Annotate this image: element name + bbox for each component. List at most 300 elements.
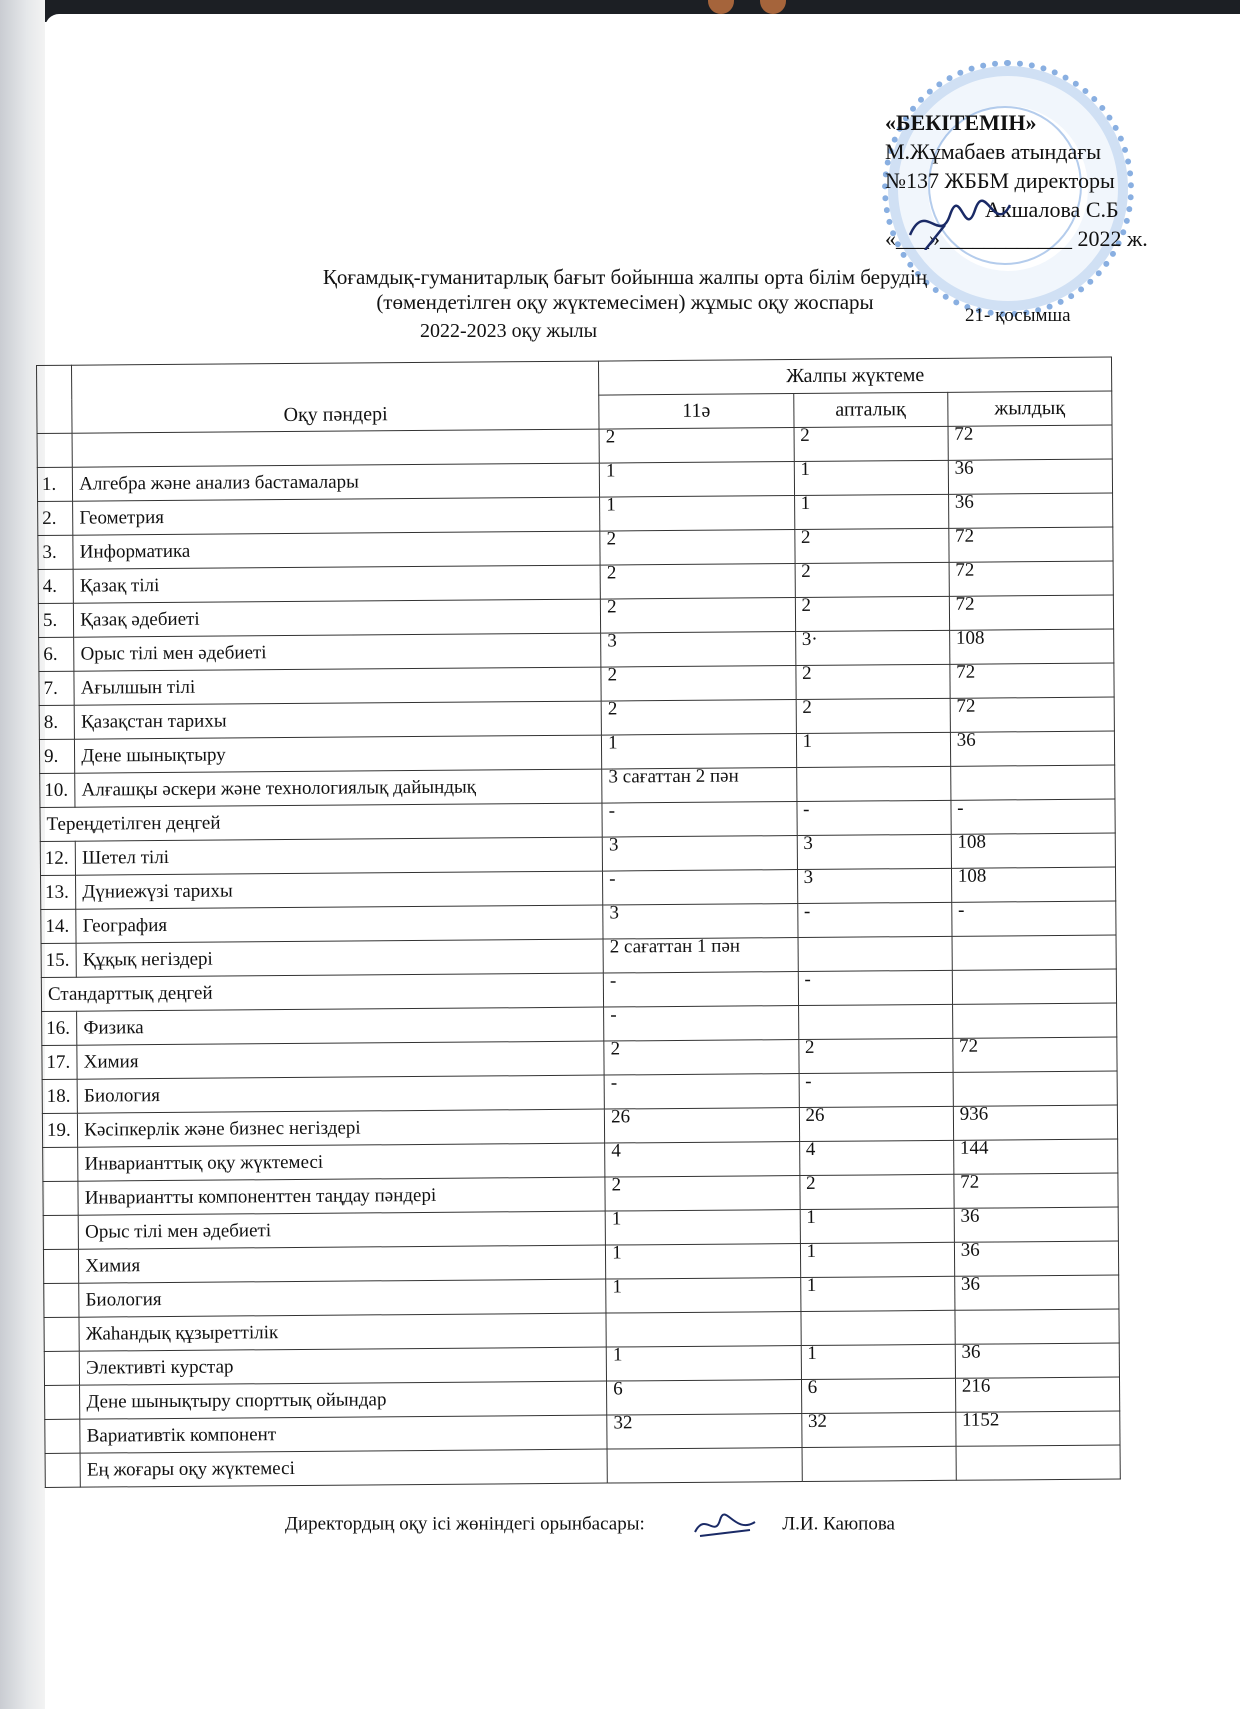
yearly-hours-text: 72	[960, 1171, 980, 1193]
weekly-hours	[795, 596, 949, 631]
grade-hours-text: -	[610, 1071, 618, 1094]
weekly-hours-text: 1	[806, 1240, 817, 1262]
weekly-hours	[797, 902, 951, 937]
subject-name-text: Элективті курстар	[86, 1355, 234, 1379]
grade-hours-text: 1	[612, 1343, 623, 1365]
weekly-hours	[797, 868, 951, 903]
weekly-hours	[795, 630, 949, 665]
yearly-hours-text: 36	[960, 1205, 980, 1227]
yearly-hours-text: 72	[959, 1035, 979, 1057]
subject-name-text: Дене шынықтыру	[81, 744, 226, 767]
yearly-hours-text: 36	[961, 1341, 981, 1363]
weekly-hours-text: -	[804, 968, 811, 990]
subject-name	[78, 1143, 605, 1181]
subject-name	[74, 633, 601, 671]
weekly-hours	[800, 1276, 954, 1311]
subject-name	[80, 1381, 607, 1419]
subject-name-text: Орыс тілі мен әдебиеті	[84, 1219, 272, 1243]
grade-hours	[605, 1105, 800, 1144]
subject-name-text: Химия	[85, 1254, 141, 1277]
row-number	[39, 739, 75, 773]
weekly-hours-text: 6	[807, 1376, 818, 1398]
approval-director-name: Акшалова С.Б	[985, 197, 1119, 222]
grade-hours-text: 1	[605, 459, 616, 482]
grade-hours-text: 1	[611, 1207, 622, 1230]
grade-hours-text: -	[609, 867, 616, 890]
grade-hours	[606, 1275, 801, 1314]
subject-name-text: Дене шынықтыру спорттық ойындар	[86, 1388, 387, 1413]
weekly-hours	[801, 1412, 955, 1447]
yearly-hours	[949, 629, 1114, 664]
grade-hours-text: 2	[605, 425, 616, 448]
weekly-hours	[799, 1106, 953, 1141]
subject-name-text: Дүниежүзі тарихы	[82, 879, 233, 903]
grade-hours-text: 2	[606, 527, 617, 550]
yearly-hours	[950, 731, 1115, 766]
weekly-hours	[800, 1208, 954, 1243]
row-number	[37, 467, 73, 501]
yearly-hours	[954, 1241, 1119, 1276]
subject-name	[73, 497, 600, 535]
subject-name-text: Қазақстан тарихы	[80, 710, 227, 733]
header-total-load: Жалпы жүктеме	[599, 357, 1112, 395]
section-label	[40, 803, 602, 841]
grade-hours-text: 26	[610, 1105, 631, 1128]
subject-name	[76, 871, 603, 909]
grade-hours-text: 3	[607, 629, 617, 652]
row-number	[39, 671, 75, 705]
grade-hours	[606, 1312, 801, 1348]
grade-hours-text: 1	[608, 731, 618, 754]
header-num	[37, 365, 73, 433]
grade-hours	[601, 629, 796, 668]
subject-name-text: Ең жоғары оқу жүктемесі	[86, 1457, 295, 1481]
weekly-hours-text: -	[803, 900, 811, 922]
grade-hours-text: 3 сағаттан 2 пән	[608, 764, 739, 788]
appendix-label: 21- қосымша	[965, 305, 1071, 326]
header-grade: 11ә	[599, 394, 794, 430]
row-number	[43, 1215, 79, 1249]
yearly-hours-text: 72	[955, 593, 975, 615]
grade-hours	[607, 1377, 802, 1416]
weekly-hours-text: 2	[805, 1172, 816, 1194]
subject-name	[78, 1177, 605, 1215]
section-label-text: Стандарттық деңгей	[47, 982, 213, 1005]
row-number	[38, 501, 74, 535]
weekly-hours	[799, 1072, 953, 1107]
subject-name	[74, 599, 601, 637]
grade-hours-text: 2	[610, 1037, 621, 1060]
weekly-hours	[798, 970, 952, 1005]
weekly-hours	[796, 698, 950, 733]
row-number-text: 16.	[46, 1017, 71, 1039]
yearly-hours-text: 72	[956, 695, 976, 717]
weekly-hours-text: 2	[801, 560, 811, 582]
subject-name-text: Биология	[83, 1084, 161, 1107]
yearly-hours-text: -	[957, 899, 965, 921]
grade-hours-text: 2	[606, 595, 617, 618]
yearly-hours	[953, 1071, 1118, 1106]
row-number-text: 8.	[43, 711, 59, 733]
subject-name-text: Кәсіпкерлік және бизнес негіздері	[84, 1116, 361, 1141]
row-number-text: 3.	[42, 541, 57, 563]
weekly-hours-text: 1	[802, 730, 813, 752]
grade-hours	[605, 1207, 800, 1246]
row-number	[45, 1385, 81, 1419]
weekly-hours	[794, 528, 948, 563]
header-yearly: жылдық	[947, 391, 1112, 426]
subject-name-text: Шетел тілі	[82, 846, 170, 869]
row-number	[39, 637, 75, 671]
row-number-text: 4.	[42, 575, 58, 597]
subject-name-text: Инвариантты компоненттен таңдау пәндері	[84, 1184, 437, 1209]
row-number	[38, 569, 74, 603]
weekly-hours-text: 3·	[801, 628, 818, 650]
yearly-hours-text: 36	[956, 729, 976, 751]
subject-name	[77, 1007, 604, 1045]
grade-hours	[600, 493, 795, 532]
yearly-hours-text: 936	[959, 1103, 989, 1125]
yearly-hours-text: 72	[956, 661, 976, 683]
subject-name-text: Жаһандық құзыреттілік	[85, 1321, 279, 1345]
yearly-hours-text: 108	[955, 627, 985, 649]
weekly-hours	[796, 766, 950, 801]
subject-name-text: Құқық негіздері	[82, 948, 213, 971]
subject-name	[80, 1449, 607, 1487]
row-number	[45, 1419, 81, 1453]
subject-name	[77, 1075, 604, 1113]
row-number	[42, 1079, 78, 1113]
grade-hours	[599, 425, 794, 464]
yearly-hours-text: 216	[961, 1375, 991, 1397]
subject-name-text: География	[82, 914, 168, 937]
row-number	[43, 1147, 79, 1181]
weekly-hours	[796, 732, 950, 767]
row-number	[42, 1113, 78, 1147]
yearly-hours-text: 36	[960, 1239, 980, 1261]
yearly-hours	[955, 1309, 1120, 1344]
grade-hours-text: 1	[612, 1241, 622, 1264]
grade-hours	[603, 969, 798, 1008]
grade-hours	[601, 697, 796, 736]
approval-director: №137 ЖББМ директоры	[885, 168, 1115, 193]
yearly-hours	[951, 799, 1116, 834]
grade-hours	[600, 561, 795, 600]
yearly-hours-text: 72	[955, 559, 975, 581]
yearly-hours	[951, 901, 1116, 936]
weekly-hours	[801, 1378, 955, 1413]
yearly-hours	[951, 867, 1116, 902]
yearly-hours	[955, 1343, 1120, 1378]
row-number	[44, 1351, 80, 1385]
header-weekly: апталық	[793, 392, 947, 427]
row-number-text: 19.	[46, 1119, 71, 1141]
grade-hours-text: 6	[613, 1377, 623, 1399]
row-number	[43, 1249, 79, 1283]
header-subjects: Оқу пәндері	[72, 361, 599, 433]
grade-hours	[603, 867, 798, 906]
grade-hours-text: -	[609, 969, 617, 992]
yearly-hours	[953, 1037, 1118, 1072]
grade-hours	[606, 1343, 801, 1382]
row-number-text: 10.	[44, 779, 69, 801]
weekly-hours-text: 2	[801, 662, 812, 684]
subject-name	[79, 1279, 606, 1317]
grade-hours	[607, 1411, 802, 1450]
yearly-hours	[956, 1445, 1121, 1480]
academic-year: 2022-2023 оқу жылы	[420, 320, 598, 342]
grade-hours	[602, 764, 797, 804]
yearly-hours	[950, 765, 1115, 800]
yearly-hours	[948, 425, 1113, 460]
grade-hours-text: 2	[606, 561, 617, 584]
weekly-hours	[799, 1140, 953, 1175]
approval-date: «___»____________ 2022 ж.	[885, 226, 1148, 251]
approval-school: М.Жұмабаев атындағы	[885, 139, 1102, 164]
photo-background-left	[0, 0, 45, 1709]
row-number-text: 13.	[45, 881, 69, 903]
row-number-text: 2.	[42, 507, 57, 529]
weekly-hours	[801, 1310, 955, 1345]
weekly-hours-text: 1	[806, 1206, 816, 1228]
yearly-hours	[953, 1139, 1118, 1174]
row-number	[43, 1181, 79, 1215]
grade-hours-text: -	[608, 799, 616, 822]
row-number	[44, 1317, 80, 1351]
subject-name	[75, 735, 602, 773]
subject-name	[73, 463, 600, 501]
footer-name: Л.И. Каюпова	[782, 1513, 895, 1535]
yearly-hours	[951, 833, 1116, 868]
weekly-hours	[795, 562, 949, 597]
grade-hours-text: -	[610, 1003, 617, 1026]
yearly-hours-text: 72	[955, 525, 975, 547]
subject-name-text: Физика	[83, 1016, 144, 1039]
grade-hours	[604, 1037, 799, 1076]
row-number-text: 6.	[43, 643, 58, 665]
grade-hours	[602, 833, 797, 872]
subject-name-text: Информатика	[79, 540, 191, 563]
subject-name	[72, 429, 599, 467]
title-line-2: (төмендетілген оқу жүктемесімен) жұмыс оқу жоспары	[376, 290, 874, 314]
grade-hours	[603, 934, 798, 974]
row-number-text: 12.	[44, 847, 69, 869]
yearly-hours-text: -	[957, 797, 964, 819]
yearly-hours	[948, 493, 1113, 528]
deputy-signature-icon	[690, 1510, 760, 1540]
yearly-hours	[954, 1207, 1119, 1242]
subject-name-text: Инварианттық оқу жүктемесі	[84, 1151, 324, 1175]
document-title	[260, 265, 990, 315]
section-label	[41, 973, 603, 1011]
yearly-hours	[955, 1377, 1120, 1412]
weekly-hours	[794, 494, 948, 529]
row-number	[40, 773, 76, 807]
grade-hours	[607, 1448, 802, 1484]
yearly-hours-text: 144	[959, 1137, 989, 1159]
grade-hours	[601, 663, 796, 702]
row-number	[41, 875, 77, 909]
subject-name	[80, 1415, 607, 1453]
weekly-hours	[797, 834, 951, 869]
subject-name-text: Биология	[85, 1288, 162, 1311]
grade-hours-text: 2	[607, 663, 618, 686]
subject-name	[74, 701, 601, 739]
subject-name-text: Химия	[83, 1050, 139, 1073]
grade-hours	[603, 901, 798, 940]
weekly-hours-text: 4	[805, 1138, 816, 1160]
grade-hours	[602, 799, 797, 838]
row-number	[39, 705, 75, 739]
title-line-1: Қоғамдық-гуманитарлық бағыт бойынша жалпы орта білім берудің	[322, 265, 928, 289]
row-number-text: 17.	[46, 1051, 71, 1073]
grade-hours	[602, 731, 797, 770]
subject-name-text: Алғашқы әскери және технологиялық дайындық	[81, 776, 477, 801]
section-label-text: Тереңдетілген деңгей	[46, 812, 221, 835]
weekly-hours	[798, 936, 952, 971]
weekly-hours-text: 26	[805, 1104, 825, 1126]
grade-hours	[599, 459, 794, 498]
weekly-hours-text: 1	[800, 492, 811, 514]
yearly-hours	[953, 1105, 1118, 1140]
row-number	[42, 1045, 78, 1079]
subject-name-text: Геометрия	[79, 506, 165, 529]
subject-name	[79, 1313, 606, 1351]
row-number-text: 14.	[45, 915, 70, 937]
weekly-hours-text: -	[805, 1070, 812, 1092]
grade-hours-text: 3	[608, 833, 619, 856]
subject-name	[79, 1245, 606, 1283]
yearly-hours	[955, 1408, 1120, 1446]
grade-hours-text: 32	[613, 1411, 633, 1433]
yearly-hours	[949, 527, 1114, 562]
grade-hours	[605, 1139, 800, 1178]
row-number-text: 18.	[46, 1085, 71, 1107]
grade-hours-text: 2	[611, 1173, 622, 1196]
weekly-hours-text: 3	[803, 832, 813, 854]
subject-name	[74, 667, 601, 705]
subject-name-text: Ағылшын тілі	[80, 676, 196, 699]
yearly-hours	[952, 969, 1117, 1004]
weekly-hours-text: 1	[806, 1274, 817, 1296]
yearly-hours-text: 36	[960, 1273, 981, 1295]
weekly-hours	[801, 1344, 955, 1379]
subject-name-text: Қазақ әдебиеті	[80, 608, 200, 631]
yearly-hours	[952, 935, 1117, 970]
grade-hours	[604, 1071, 799, 1110]
weekly-hours	[795, 664, 949, 699]
subject-name	[79, 1347, 606, 1385]
row-number	[42, 1011, 78, 1045]
yearly-hours-text: 108	[957, 865, 987, 887]
weekly-hours	[794, 426, 948, 461]
row-number	[44, 1283, 80, 1317]
yearly-hours	[950, 663, 1115, 698]
grade-hours-text: 3	[609, 901, 620, 924]
yearly-hours-text: 72	[954, 423, 974, 445]
yearly-hours	[952, 1003, 1117, 1038]
subject-name	[73, 531, 600, 569]
row-number	[41, 943, 77, 977]
subject-name-text: Орыс тілі мен әдебиеті	[80, 641, 267, 665]
weekly-hours	[802, 1446, 956, 1481]
weekly-hours-text: 2	[804, 1036, 815, 1058]
subject-name	[78, 1109, 605, 1147]
approval-heading: «БЕКІТЕМІН»	[885, 110, 1037, 135]
grade-hours	[606, 1241, 801, 1280]
row-number-text: 1.	[41, 473, 57, 495]
subject-name	[75, 769, 602, 807]
weekly-hours-text: 2	[800, 424, 810, 446]
row-number	[37, 433, 73, 467]
row-number	[45, 1453, 81, 1487]
yearly-hours-text: 1152	[961, 1408, 1000, 1431]
yearly-hours	[949, 561, 1114, 596]
weekly-hours-text: 1	[800, 458, 811, 480]
row-number-text: 15.	[45, 949, 70, 971]
director-signature-icon	[905, 195, 1015, 250]
row-number	[41, 909, 77, 943]
grade-hours-text: 2	[607, 697, 618, 720]
weekly-hours-text: 3	[803, 866, 814, 888]
weekly-hours	[800, 1242, 954, 1277]
yearly-hours	[949, 595, 1114, 630]
grade-hours-text: 4	[611, 1139, 621, 1162]
subject-name	[73, 565, 600, 603]
weekly-hours	[797, 800, 951, 835]
yearly-hours-text: 36	[954, 457, 974, 479]
curriculum-table	[36, 357, 1121, 1488]
grade-hours-text: 2 сағаттан 1 пән	[609, 934, 741, 958]
yearly-hours	[954, 1275, 1119, 1310]
weekly-hours-text: 32	[807, 1410, 827, 1432]
subject-name-text: Қазақ тілі	[79, 574, 160, 597]
subject-name	[76, 905, 603, 943]
weekly-hours	[799, 1174, 953, 1209]
weekly-hours-text: 1	[807, 1342, 817, 1364]
row-number	[38, 603, 74, 637]
weekly-hours-text: 2	[800, 526, 811, 548]
grade-hours	[604, 1003, 799, 1042]
grade-hours	[601, 595, 796, 634]
subject-name-text: Вариативтік компонент	[86, 1423, 277, 1447]
footer-role: Директордың оқу ісі жөніндегі орынбасары:	[285, 1513, 645, 1535]
row-number	[40, 841, 76, 875]
weekly-hours	[798, 1004, 952, 1039]
yearly-hours-text: 108	[957, 831, 987, 853]
subject-name	[76, 939, 603, 977]
yearly-hours	[950, 697, 1115, 732]
weekly-hours-text: 2	[802, 696, 812, 718]
row-number	[38, 535, 74, 569]
grade-hours	[600, 527, 795, 566]
weekly-hours-text: 2	[801, 594, 812, 616]
yearly-hours	[954, 1173, 1119, 1208]
grade-hours	[605, 1173, 800, 1212]
subject-name	[77, 1041, 604, 1079]
grade-hours-text: 1	[612, 1275, 622, 1298]
weekly-hours	[798, 1038, 952, 1073]
subject-name	[75, 837, 602, 875]
row-number-text: 5.	[42, 609, 58, 631]
weekly-hours-text: -	[803, 798, 810, 820]
subject-name	[78, 1211, 605, 1249]
weekly-hours	[794, 460, 948, 495]
subject-name-text: Алгебра және анализ бастамалары	[79, 470, 359, 495]
yearly-hours	[948, 459, 1113, 494]
yearly-hours-text: 36	[954, 491, 974, 513]
grade-hours-text: 1	[606, 493, 616, 516]
